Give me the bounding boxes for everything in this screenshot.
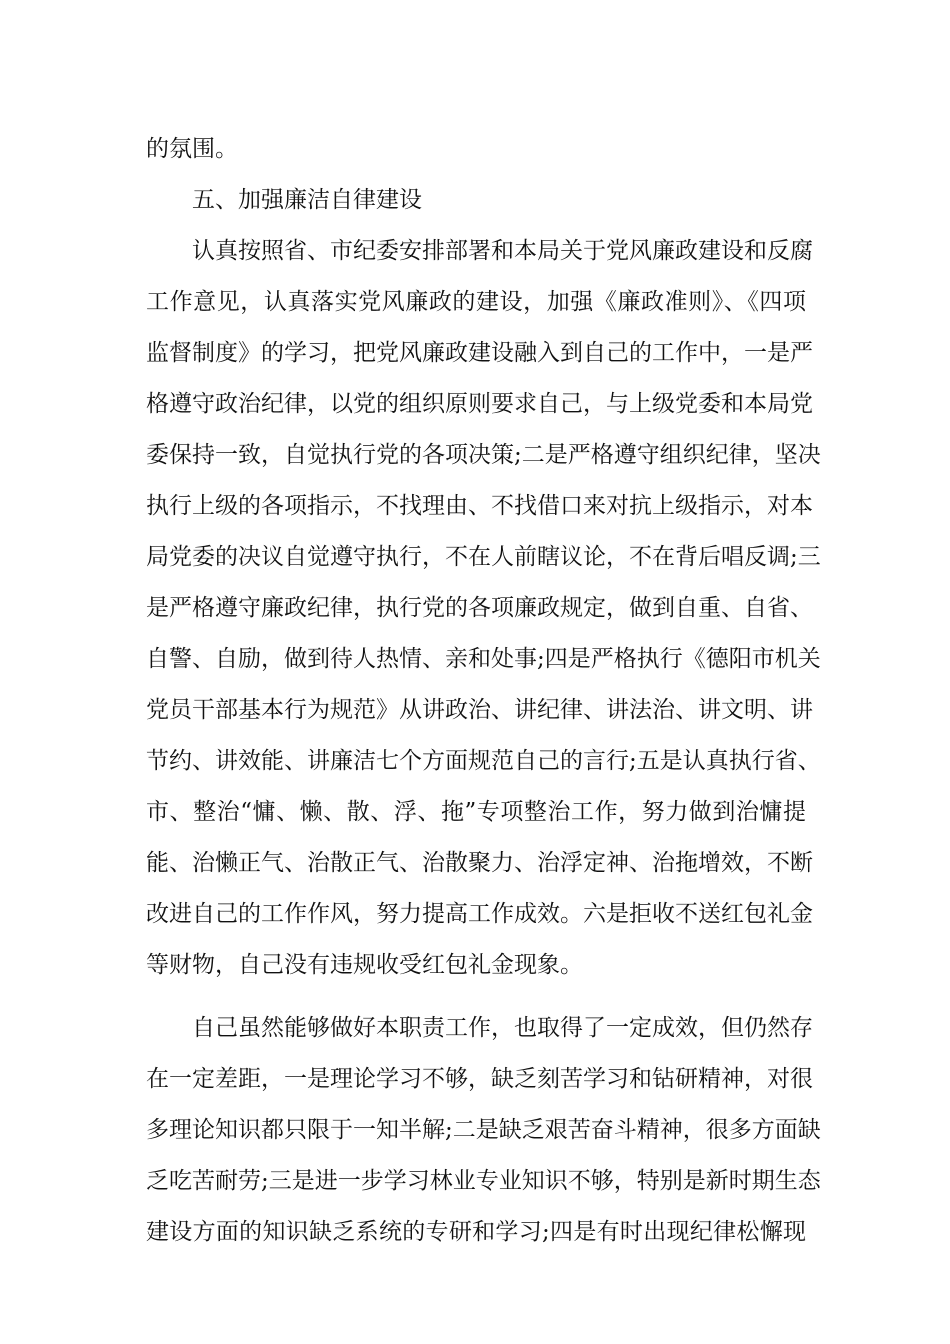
text-line: 认真按照省、市纪委安排部署和本局关于党风廉政建设和反腐	[192, 238, 813, 264]
text-line: 等财物，自己没有违规收受红包礼金现象。	[146, 952, 583, 978]
section-heading: 五、加强廉洁自律建设	[192, 187, 422, 213]
text-line: 监督制度》的学习，把党风廉政建设融入到自己的工作中，一是严	[146, 340, 813, 366]
text-line: 格遵守政治纪律，以党的组织原则要求自己，与上级党委和本局党	[146, 391, 813, 417]
text-line: 自警、自励，做到待人热情、亲和处事;四是严格执行《德阳市机关	[146, 646, 821, 672]
text-line: 多理论知识都只限于一知半解;二是缺乏艰苦奋斗精神，很多方面缺	[146, 1117, 821, 1143]
text-line: 自己虽然能够做好本职责工作，也取得了一定成效，但仍然存	[192, 1015, 813, 1041]
text-line: 工作意见，认真落实党风廉政的建设，加强《廉政准则》、《四项	[146, 289, 806, 315]
text-line: 局党委的决议自觉遵守执行，不在人前瞎议论，不在背后唱反调;三	[146, 544, 821, 570]
text-line: 能、治懒正气、治散正气、治散聚力、治浮定神、治拖增效，不断	[146, 850, 813, 876]
text-line: 在一定差距，一是理论学习不够，缺乏刻苦学习和钻研精神，对很	[146, 1066, 813, 1092]
text-line: 改进自己的工作作风，努力提高工作成效。六是拒收不送红包礼金	[146, 901, 813, 927]
text-line: 党员干部基本行为规范》从讲政治、讲纪律、讲法治、讲文明、讲	[146, 697, 813, 723]
text-line: 委保持一致，自觉执行党的各项决策;二是严格遵守组织纪律，坚决	[146, 442, 821, 468]
text-line: 执行上级的各项指示，不找理由、不找借口来对抗上级指示，对本	[146, 493, 813, 519]
text-line: 是严格遵守廉政纪律，执行党的各项廉政规定，做到自重、自省、	[146, 595, 813, 621]
text-line: 的氛围。	[146, 136, 238, 162]
text-line: 节约、讲效能、讲廉洁七个方面规范自己的言行;五是认真执行省、	[146, 748, 821, 774]
text-line: 市、整治“慵、懒、散、浮、拖”专项整治工作，努力做到治慵提	[146, 799, 806, 825]
text-line: 乏吃苦耐劳;三是进一步学习林业专业知识不够，特别是新时期生态	[146, 1168, 821, 1194]
text-line: 建设方面的知识缺乏系统的专研和学习;四是有时出现纪律松懈现	[146, 1219, 806, 1245]
